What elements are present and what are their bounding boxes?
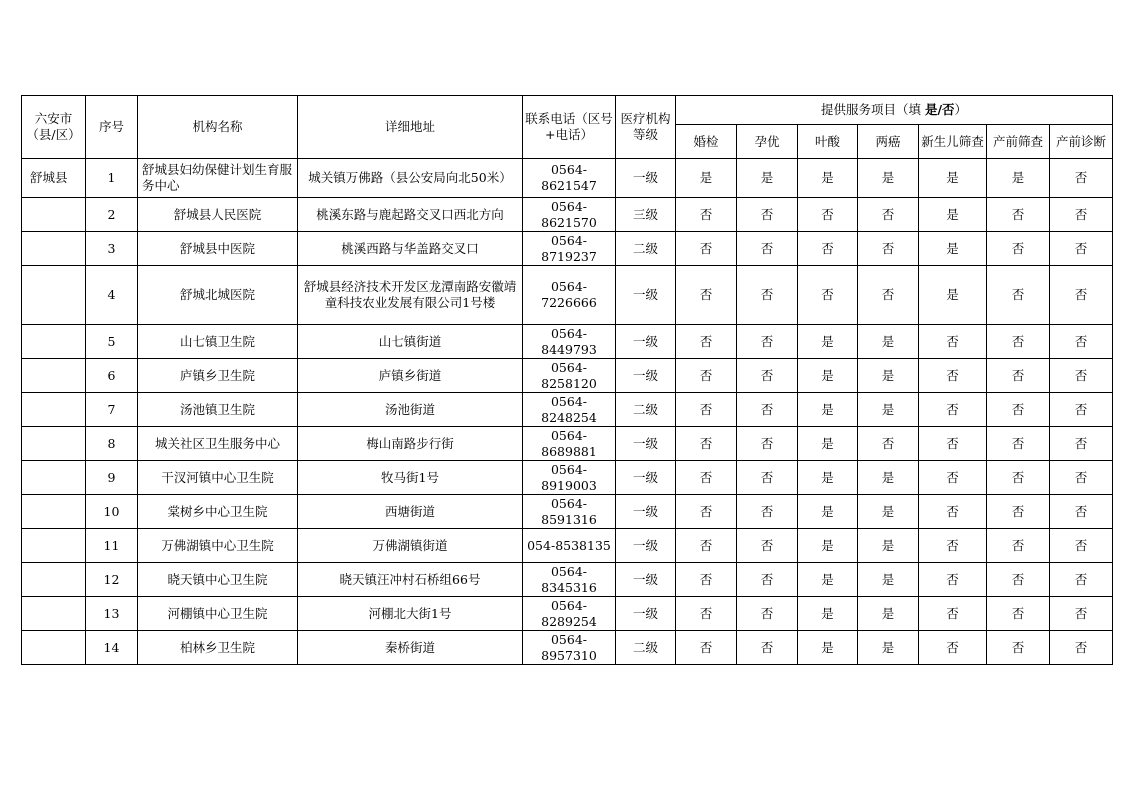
level-cell: 一级 bbox=[616, 266, 676, 325]
name-cell: 舒城县人民医院 bbox=[138, 198, 298, 232]
name-cell: 汤池镇卫生院 bbox=[138, 393, 298, 427]
address-cell: 梅山南路步行街 bbox=[298, 427, 523, 461]
service-value-cell: 否 bbox=[1050, 198, 1113, 232]
service-value-cell: 否 bbox=[1050, 495, 1113, 529]
table-row bbox=[22, 393, 1113, 427]
service-value-cell: 否 bbox=[858, 266, 919, 325]
service-value-cell: 否 bbox=[987, 597, 1050, 631]
table-row bbox=[22, 325, 1113, 359]
service-value-cell: 否 bbox=[676, 495, 737, 529]
seq-cell: 1 bbox=[86, 159, 138, 198]
level-cell: 二级 bbox=[616, 393, 676, 427]
service-value-cell: 否 bbox=[1050, 631, 1113, 665]
table-row bbox=[22, 266, 1113, 325]
phone-cell: 0564-8289254 bbox=[523, 597, 616, 631]
service-value-cell: 是 bbox=[798, 393, 858, 427]
address-cell: 秦桥街道 bbox=[298, 631, 523, 665]
seq-cell: 6 bbox=[86, 359, 138, 393]
service-value-cell: 否 bbox=[987, 495, 1050, 529]
service-value-cell: 否 bbox=[858, 198, 919, 232]
seq-cell: 4 bbox=[86, 266, 138, 325]
service-value-cell: 否 bbox=[1050, 563, 1113, 597]
table-row bbox=[22, 359, 1113, 393]
service-value-cell: 是 bbox=[858, 563, 919, 597]
table-row bbox=[22, 597, 1113, 631]
name-cell: 万佛湖镇中心卫生院 bbox=[138, 529, 298, 563]
seq-cell: 13 bbox=[86, 597, 138, 631]
header-level: 医疗机构等级 bbox=[616, 96, 676, 159]
service-value-cell: 否 bbox=[737, 597, 798, 631]
service-value-cell: 否 bbox=[737, 461, 798, 495]
service-value-cell: 否 bbox=[1050, 325, 1113, 359]
service-value-cell: 否 bbox=[919, 325, 987, 359]
phone-cell: 054-8538135 bbox=[523, 529, 616, 563]
level-cell: 一级 bbox=[616, 427, 676, 461]
county-cell: 舒城县 bbox=[22, 159, 86, 198]
service-value-cell: 否 bbox=[987, 232, 1050, 266]
service-value-cell: 否 bbox=[919, 529, 987, 563]
phone-cell: 0564-8258120 bbox=[523, 359, 616, 393]
county-cell bbox=[22, 563, 86, 597]
header-services-suffix: ） bbox=[954, 102, 968, 117]
name-cell: 庐镇乡卫生院 bbox=[138, 359, 298, 393]
service-value-cell: 是 bbox=[798, 631, 858, 665]
service-value-cell: 否 bbox=[737, 529, 798, 563]
service-value-cell: 否 bbox=[919, 495, 987, 529]
phone-cell: 0564-8689881 bbox=[523, 427, 616, 461]
address-cell: 桃溪西路与华盖路交叉口 bbox=[298, 232, 523, 266]
service-value-cell: 否 bbox=[737, 359, 798, 393]
service-value-cell: 否 bbox=[1050, 427, 1113, 461]
service-value-cell: 否 bbox=[737, 631, 798, 665]
table-row bbox=[22, 631, 1113, 665]
level-cell: 二级 bbox=[616, 232, 676, 266]
table-row bbox=[22, 495, 1113, 529]
level-cell: 一级 bbox=[616, 159, 676, 198]
header-phone: 联系电话（区号+电话） bbox=[523, 96, 616, 159]
header-service-4: 新生儿筛查 bbox=[919, 125, 987, 159]
county-cell bbox=[22, 597, 86, 631]
header-service-3: 两癌 bbox=[858, 125, 919, 159]
header-service-2: 叶酸 bbox=[798, 125, 858, 159]
address-cell: 舒城县经济技术开发区龙潭南路安徽靖童科技农业发展有限公司1号楼 bbox=[298, 266, 523, 325]
header-services-prefix: 提供服务项目（填 bbox=[820, 102, 921, 117]
table-row bbox=[22, 461, 1113, 495]
header-name: 机构名称 bbox=[138, 96, 298, 159]
name-cell: 舒城北城医院 bbox=[138, 266, 298, 325]
service-value-cell: 否 bbox=[919, 631, 987, 665]
service-table-sheet bbox=[21, 95, 1113, 665]
service-value-cell: 是 bbox=[858, 597, 919, 631]
phone-cell: 0564-8957310 bbox=[523, 631, 616, 665]
county-cell bbox=[22, 198, 86, 232]
level-cell: 二级 bbox=[616, 631, 676, 665]
service-value-cell: 否 bbox=[676, 597, 737, 631]
table-row bbox=[22, 563, 1113, 597]
service-value-cell: 否 bbox=[1050, 461, 1113, 495]
service-value-cell: 否 bbox=[676, 325, 737, 359]
service-value-cell: 是 bbox=[858, 631, 919, 665]
service-value-cell: 否 bbox=[1050, 529, 1113, 563]
service-value-cell: 否 bbox=[1050, 232, 1113, 266]
service-value-cell: 是 bbox=[798, 495, 858, 529]
name-cell: 柏林乡卫生院 bbox=[138, 631, 298, 665]
service-value-cell: 是 bbox=[987, 159, 1050, 198]
service-value-cell: 否 bbox=[987, 198, 1050, 232]
table-row bbox=[22, 529, 1113, 563]
name-cell: 山七镇卫生院 bbox=[138, 325, 298, 359]
level-cell: 一级 bbox=[616, 495, 676, 529]
seq-cell: 14 bbox=[86, 631, 138, 665]
header-seq: 序号 bbox=[86, 96, 138, 159]
address-cell: 汤池街道 bbox=[298, 393, 523, 427]
service-value-cell: 否 bbox=[919, 393, 987, 427]
address-cell: 牧马街1号 bbox=[298, 461, 523, 495]
county-cell bbox=[22, 495, 86, 529]
service-value-cell: 是 bbox=[798, 427, 858, 461]
seq-cell: 11 bbox=[86, 529, 138, 563]
name-cell: 舒城县中医院 bbox=[138, 232, 298, 266]
service-value-cell: 否 bbox=[676, 461, 737, 495]
service-value-cell: 否 bbox=[676, 198, 737, 232]
service-value-cell: 是 bbox=[798, 359, 858, 393]
address-cell: 城关镇万佛路（县公安局向北50米） bbox=[298, 159, 523, 198]
service-value-cell: 是 bbox=[858, 325, 919, 359]
service-value-cell: 否 bbox=[1050, 597, 1113, 631]
service-value-cell: 否 bbox=[987, 461, 1050, 495]
seq-cell: 2 bbox=[86, 198, 138, 232]
service-value-cell: 否 bbox=[676, 232, 737, 266]
header-services bbox=[676, 96, 1113, 125]
service-value-cell: 否 bbox=[676, 529, 737, 563]
header-service-6: 产前诊断 bbox=[1050, 125, 1113, 159]
service-value-cell: 否 bbox=[737, 325, 798, 359]
phone-cell: 0564-8345316 bbox=[523, 563, 616, 597]
service-value-cell: 是 bbox=[919, 159, 987, 198]
service-value-cell: 是 bbox=[858, 159, 919, 198]
phone-cell: 0564-8591316 bbox=[523, 495, 616, 529]
service-value-cell: 否 bbox=[676, 359, 737, 393]
header-service-1: 孕优 bbox=[737, 125, 798, 159]
header-service-5: 产前筛查 bbox=[987, 125, 1050, 159]
table-row bbox=[22, 159, 1113, 198]
seq-cell: 10 bbox=[86, 495, 138, 529]
service-value-cell: 是 bbox=[737, 159, 798, 198]
service-value-cell: 否 bbox=[919, 597, 987, 631]
service-value-cell: 否 bbox=[858, 427, 919, 461]
service-value-cell: 否 bbox=[676, 563, 737, 597]
service-value-cell: 否 bbox=[676, 266, 737, 325]
level-cell: 一级 bbox=[616, 563, 676, 597]
name-cell: 晓天镇中心卫生院 bbox=[138, 563, 298, 597]
level-cell: 一级 bbox=[616, 325, 676, 359]
seq-cell: 8 bbox=[86, 427, 138, 461]
service-value-cell: 否 bbox=[676, 631, 737, 665]
service-value-cell: 是 bbox=[798, 597, 858, 631]
service-value-cell: 是 bbox=[798, 325, 858, 359]
service-value-cell: 否 bbox=[987, 427, 1050, 461]
service-value-cell: 否 bbox=[798, 198, 858, 232]
service-value-cell: 否 bbox=[987, 529, 1050, 563]
seq-cell: 7 bbox=[86, 393, 138, 427]
service-value-cell: 否 bbox=[919, 427, 987, 461]
service-value-cell: 否 bbox=[1050, 359, 1113, 393]
service-value-cell: 是 bbox=[798, 529, 858, 563]
service-value-cell: 是 bbox=[858, 461, 919, 495]
level-cell: 三级 bbox=[616, 198, 676, 232]
service-value-cell: 是 bbox=[919, 266, 987, 325]
level-cell: 一级 bbox=[616, 597, 676, 631]
county-cell bbox=[22, 393, 86, 427]
seq-cell: 12 bbox=[86, 563, 138, 597]
seq-cell: 3 bbox=[86, 232, 138, 266]
service-value-cell: 是 bbox=[798, 563, 858, 597]
service-value-cell: 否 bbox=[987, 359, 1050, 393]
service-value-cell: 否 bbox=[987, 563, 1050, 597]
service-value-cell: 否 bbox=[676, 393, 737, 427]
county-cell bbox=[22, 427, 86, 461]
service-value-cell: 是 bbox=[798, 461, 858, 495]
service-value-cell: 否 bbox=[919, 563, 987, 597]
service-value-cell: 否 bbox=[987, 266, 1050, 325]
phone-cell: 0564-7226666 bbox=[523, 266, 616, 325]
service-value-cell: 否 bbox=[737, 495, 798, 529]
name-cell: 城关社区卫生服务中心 bbox=[138, 427, 298, 461]
service-value-cell: 否 bbox=[798, 266, 858, 325]
county-cell bbox=[22, 232, 86, 266]
service-value-cell: 否 bbox=[737, 427, 798, 461]
table-row bbox=[22, 198, 1113, 232]
service-value-cell: 否 bbox=[919, 359, 987, 393]
header-services-bold: 是/否 bbox=[924, 102, 955, 117]
service-value-cell: 否 bbox=[987, 393, 1050, 427]
name-cell: 棠树乡中心卫生院 bbox=[138, 495, 298, 529]
phone-cell: 0564-8719237 bbox=[523, 232, 616, 266]
phone-cell: 0564-8248254 bbox=[523, 393, 616, 427]
name-cell: 舒城县妇幼保健计划生育服务中心 bbox=[138, 159, 298, 198]
level-cell: 一级 bbox=[616, 359, 676, 393]
address-cell: 河棚北大街1号 bbox=[298, 597, 523, 631]
address-cell: 晓天镇汪冲村石桥组66号 bbox=[298, 563, 523, 597]
header-address: 详细地址 bbox=[298, 96, 523, 159]
header-row-1 bbox=[22, 96, 1113, 125]
address-cell: 庐镇乡街道 bbox=[298, 359, 523, 393]
service-value-cell: 否 bbox=[1050, 393, 1113, 427]
service-value-cell: 否 bbox=[798, 232, 858, 266]
county-cell bbox=[22, 325, 86, 359]
service-value-cell: 否 bbox=[858, 232, 919, 266]
seq-cell: 9 bbox=[86, 461, 138, 495]
county-cell bbox=[22, 631, 86, 665]
service-value-cell: 是 bbox=[676, 159, 737, 198]
level-cell: 一级 bbox=[616, 529, 676, 563]
name-cell: 干汊河镇中心卫生院 bbox=[138, 461, 298, 495]
service-value-cell: 否 bbox=[987, 325, 1050, 359]
service-value-cell: 否 bbox=[737, 266, 798, 325]
service-value-cell: 是 bbox=[919, 198, 987, 232]
service-value-cell: 是 bbox=[858, 529, 919, 563]
service-value-cell: 是 bbox=[919, 232, 987, 266]
service-value-cell: 否 bbox=[1050, 159, 1113, 198]
phone-cell: 0564-8621547 bbox=[523, 159, 616, 198]
service-value-cell: 是 bbox=[858, 495, 919, 529]
address-cell: 万佛湖镇街道 bbox=[298, 529, 523, 563]
service-value-cell: 否 bbox=[737, 563, 798, 597]
phone-cell: 0564-8919003 bbox=[523, 461, 616, 495]
address-cell: 西塘街道 bbox=[298, 495, 523, 529]
county-cell bbox=[22, 529, 86, 563]
service-value-cell: 是 bbox=[858, 393, 919, 427]
service-value-cell: 否 bbox=[1050, 266, 1113, 325]
county-cell bbox=[22, 266, 86, 325]
header-service-0: 婚检 bbox=[676, 125, 737, 159]
phone-cell: 0564-8449793 bbox=[523, 325, 616, 359]
name-cell: 河棚镇中心卫生院 bbox=[138, 597, 298, 631]
county-cell bbox=[22, 461, 86, 495]
service-value-cell: 是 bbox=[858, 359, 919, 393]
service-value-cell: 否 bbox=[737, 393, 798, 427]
service-value-cell: 是 bbox=[798, 159, 858, 198]
level-cell: 一级 bbox=[616, 461, 676, 495]
header-city: 六安市（县/区） bbox=[22, 96, 86, 159]
service-value-cell: 否 bbox=[737, 232, 798, 266]
service-value-cell: 否 bbox=[737, 198, 798, 232]
service-table bbox=[21, 95, 1113, 665]
address-cell: 桃溪东路与鹿起路交叉口西北方向 bbox=[298, 198, 523, 232]
phone-cell: 0564-8621570 bbox=[523, 198, 616, 232]
table-row bbox=[22, 232, 1113, 266]
service-value-cell: 否 bbox=[676, 427, 737, 461]
service-value-cell: 否 bbox=[919, 461, 987, 495]
seq-cell: 5 bbox=[86, 325, 138, 359]
address-cell: 山七镇街道 bbox=[298, 325, 523, 359]
county-cell bbox=[22, 359, 86, 393]
service-value-cell: 否 bbox=[987, 631, 1050, 665]
table-row bbox=[22, 427, 1113, 461]
